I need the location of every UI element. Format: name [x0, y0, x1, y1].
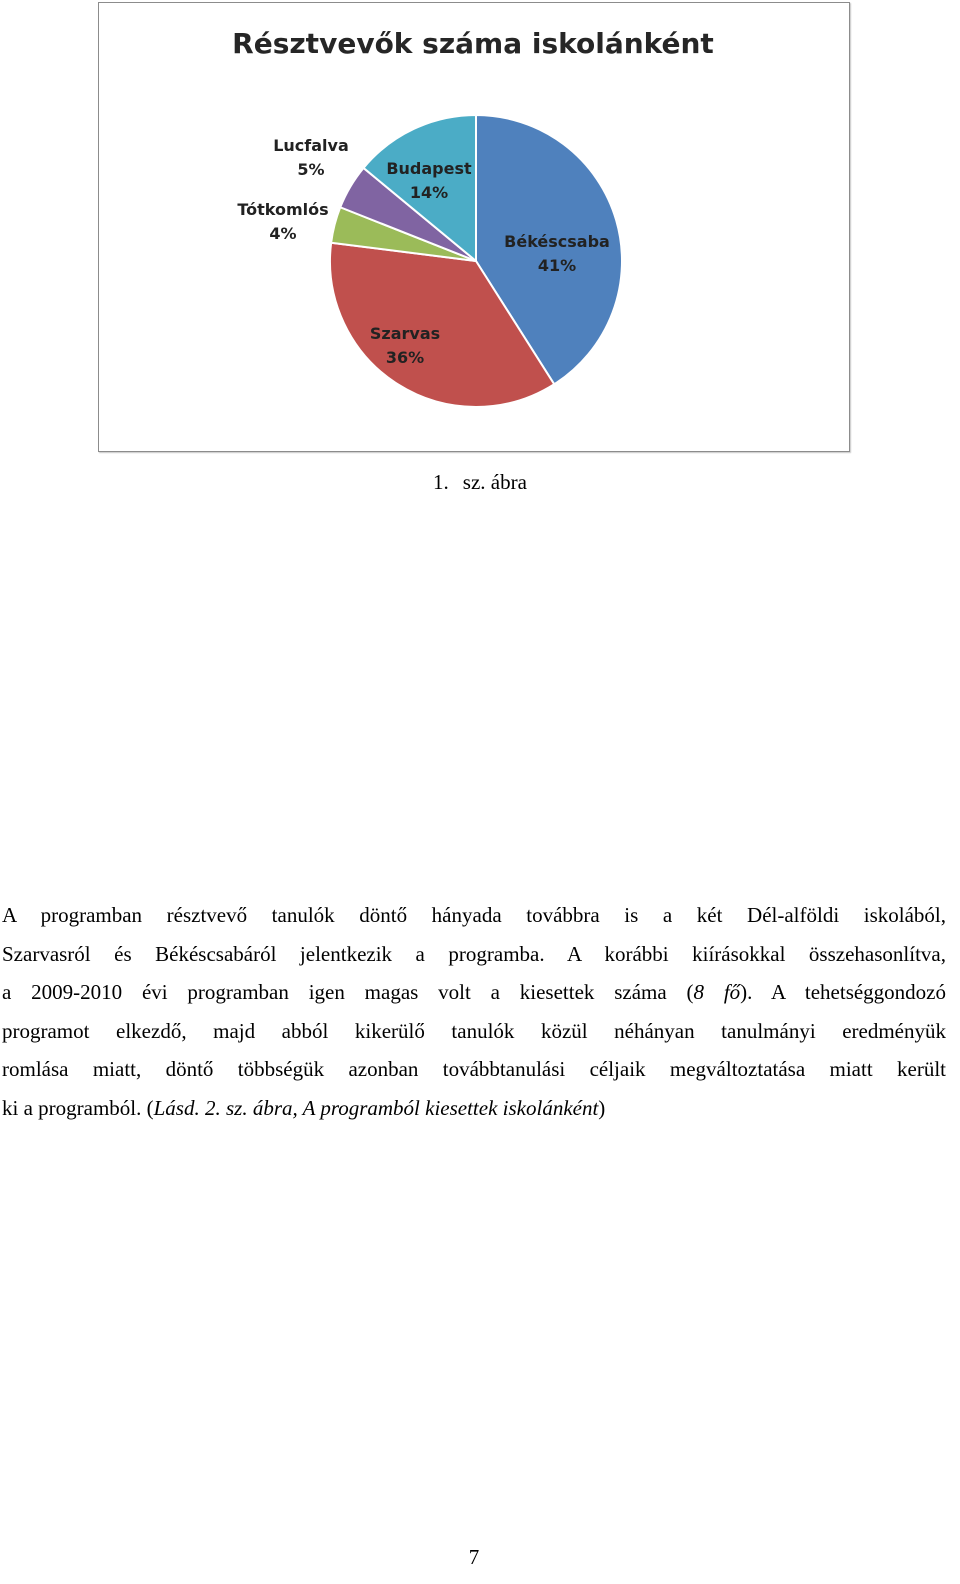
- caption-number: 1.: [433, 470, 449, 494]
- italic-text: Lásd. 2. sz. ábra, A programból kiesettek iskolánként: [153, 1095, 599, 1120]
- slice-label: Békéscsaba: [504, 232, 610, 251]
- slice-percent-label: 4%: [269, 224, 297, 243]
- paragraph-line: [2, 973, 946, 1012]
- text-run: a 2009-2010 évi programban igen magas volt a kiesettek száma (: [2, 980, 694, 1004]
- caption-text: sz. ábra: [462, 470, 527, 494]
- text-run: Szarvasról és Békéscsabáról jelentkezik a programba. A korábbi kiírásokkal összehasonlítva,: [2, 941, 946, 966]
- text-run: ): [598, 1095, 606, 1120]
- body-paragraph: [2, 896, 946, 1127]
- slice-percent-label: 5%: [297, 160, 325, 179]
- slice-percent-label: 41%: [537, 256, 577, 275]
- slice-label: Tótkomlós: [237, 200, 329, 219]
- paragraph-line: [2, 1089, 946, 1128]
- slice-label: Szarvas: [369, 324, 441, 343]
- chart-title: Résztvevők száma iskolánként: [232, 27, 714, 60]
- text-run: romlása miatt, döntő többségük azonban továbbtanulási céljaik megváltoztatása miatt került: [2, 1057, 946, 1081]
- page-number: 7: [468, 1545, 480, 1569]
- pie-chart: [99, 3, 851, 453]
- paragraph-line: [2, 896, 946, 935]
- text-run: A programban résztvevő tanulók döntő hányada továbbra is a két Dél-alföldi iskolából,: [2, 903, 946, 927]
- slice-label: Lucfalva: [273, 136, 349, 155]
- text-run: ). A tehetséggondozó: [740, 980, 947, 1004]
- slice-label: Budapest: [386, 159, 472, 178]
- paragraph-line: [2, 935, 946, 974]
- slice-percent-label: 36%: [385, 348, 425, 367]
- slice-percent-label: 14%: [409, 183, 449, 202]
- text-run: programot elkezdő, majd abból kikerülő tanulók közül néhányan tanulmányi eredményük: [2, 1018, 946, 1043]
- pie-chart-figure: [98, 2, 850, 452]
- figure-caption: [0, 468, 960, 496]
- paragraph-line: [2, 1012, 946, 1051]
- text-run: ki a programból. (: [2, 1095, 154, 1120]
- italic-text: 8 fő: [693, 980, 741, 1004]
- paragraph-line: [2, 1050, 946, 1089]
